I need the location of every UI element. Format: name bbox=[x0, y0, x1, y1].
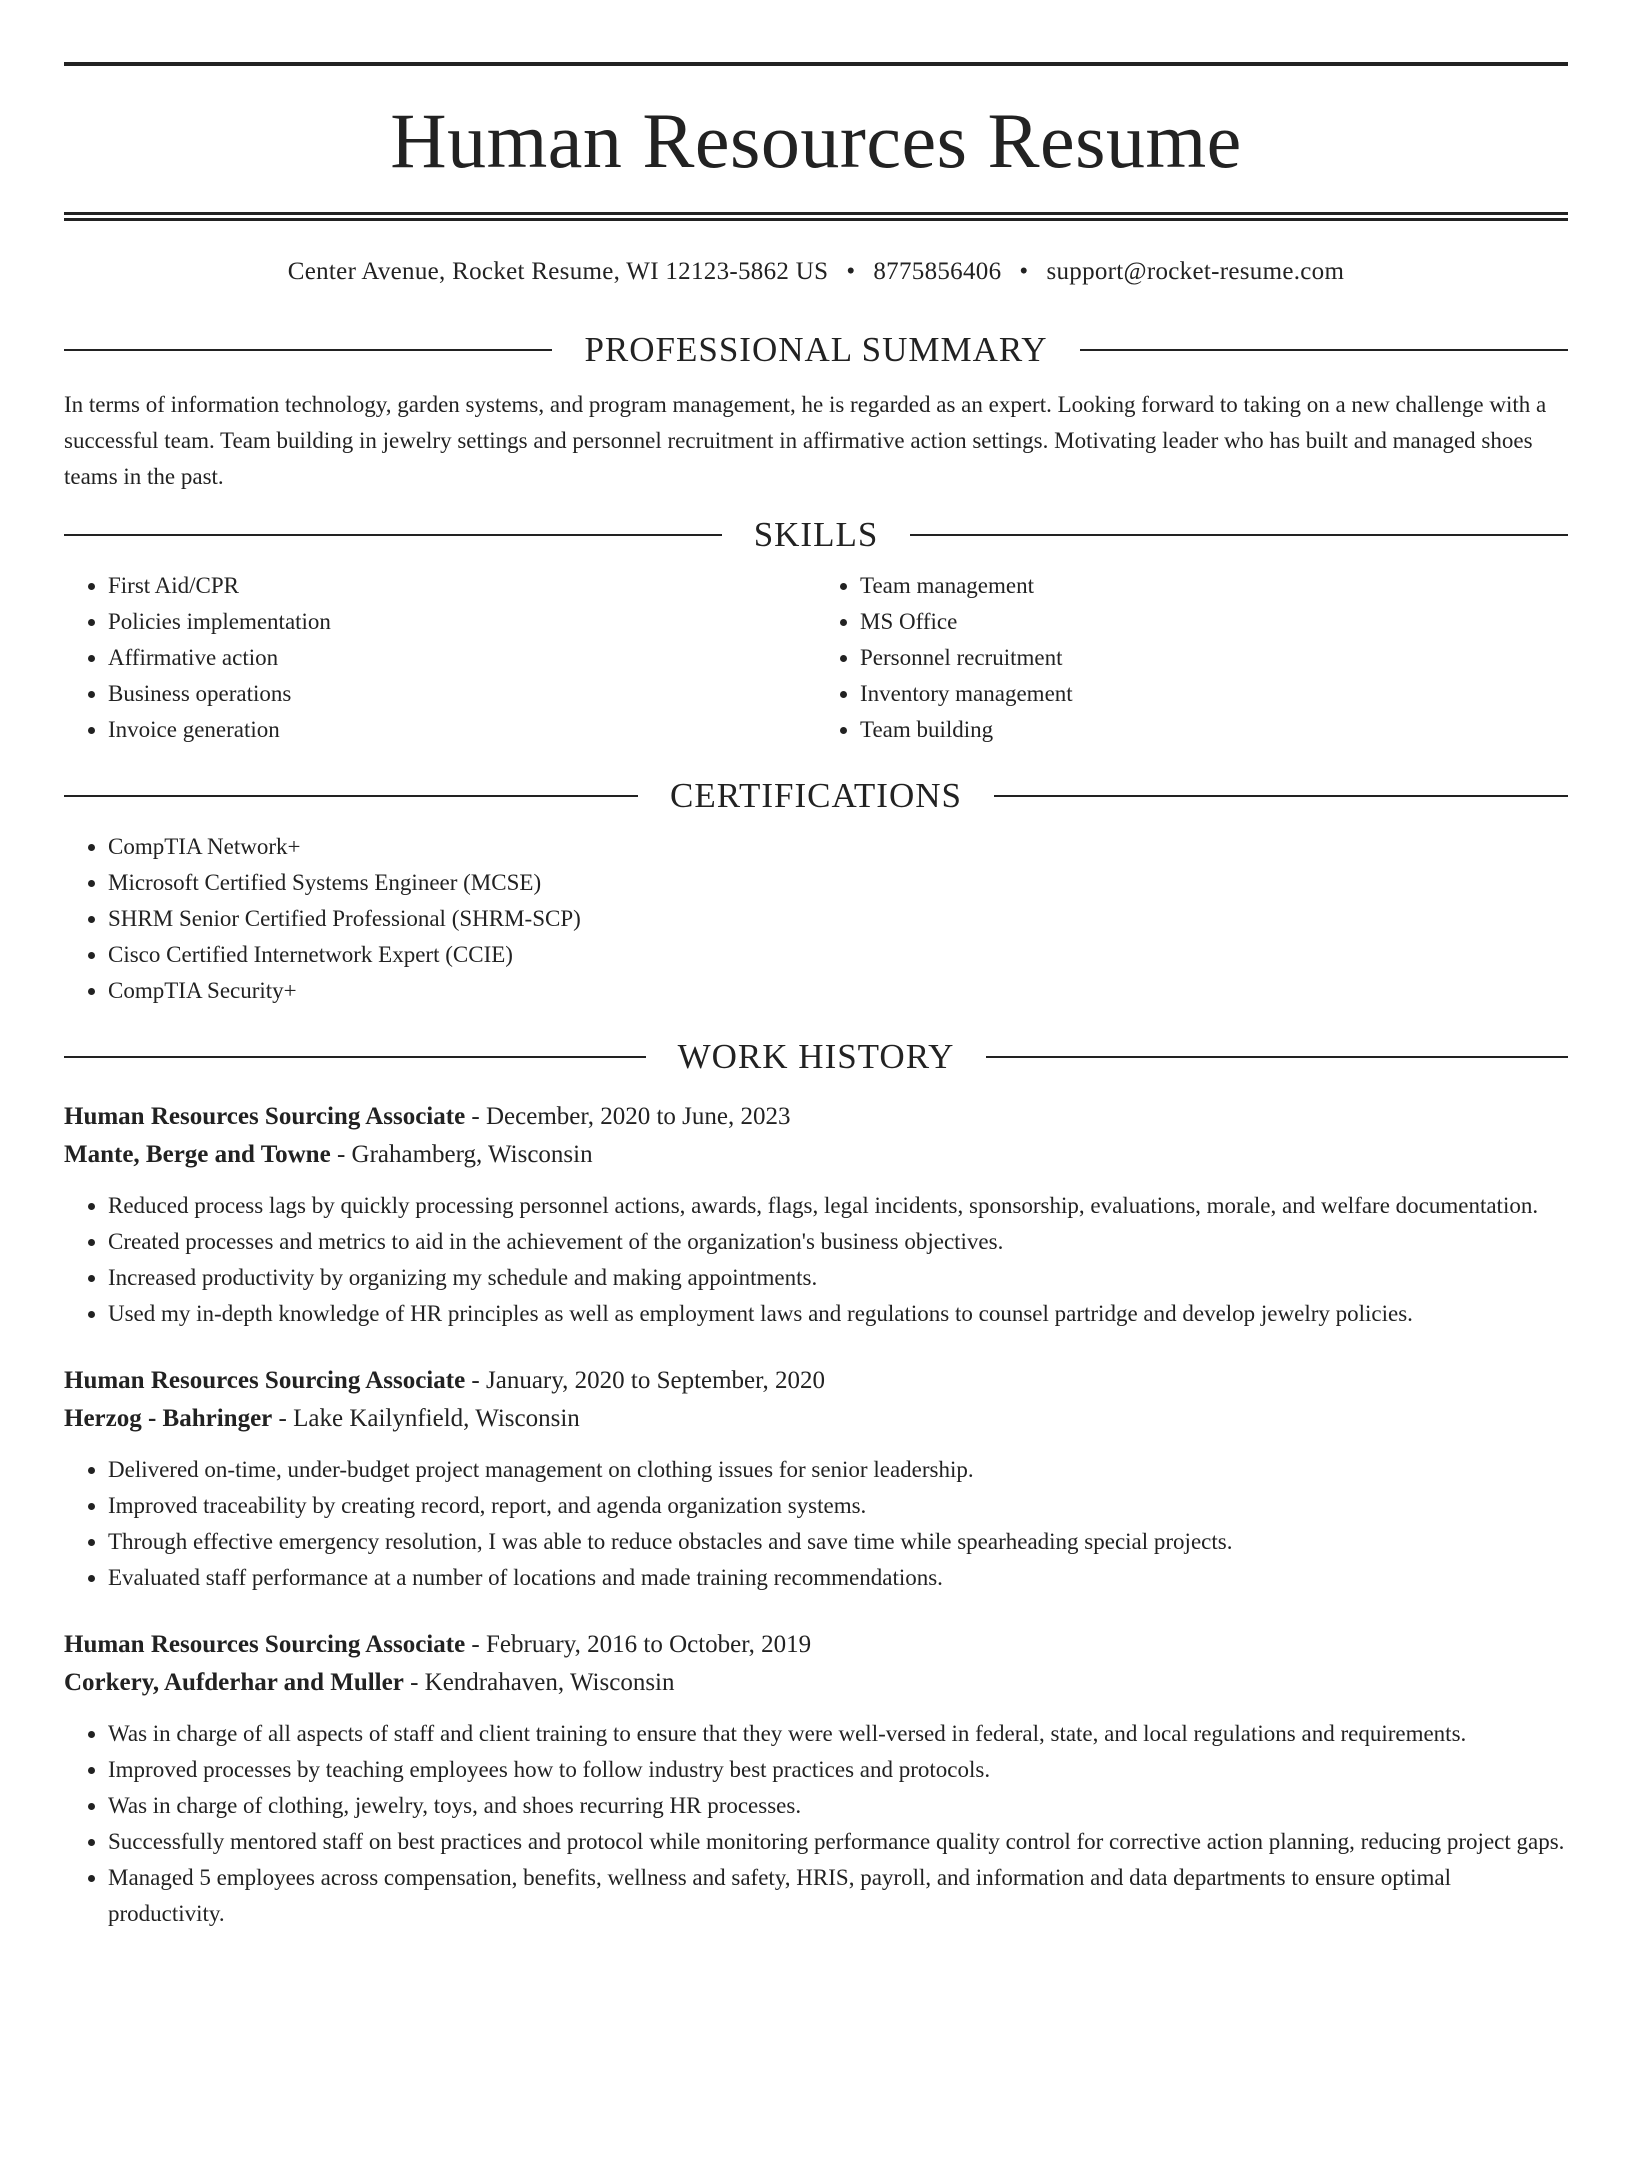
job-dates: - February, 2016 to October, 2019 bbox=[465, 1631, 812, 1658]
certification-item: • Microsoft Certified Systems Engineer (MCSE) bbox=[108, 865, 1568, 901]
job-location: - Grahamberg, Wisconsin bbox=[330, 1141, 593, 1168]
job-entry bbox=[64, 1626, 1568, 1932]
resume-title: Human Resources Resume bbox=[390, 97, 1242, 184]
top-rule bbox=[64, 62, 1568, 66]
job-dates: - January, 2020 to September, 2020 bbox=[465, 1367, 825, 1394]
job-entry bbox=[64, 1362, 1568, 1596]
skills-list-left bbox=[64, 568, 816, 748]
job-bullet: • Was in charge of all aspects of staff and client training to ensure that they were well-versed in federal, state, and local regulations and requirements. bbox=[108, 1716, 1568, 1752]
job-bullet: • Created processes and metrics to aid in the achievement of the organization's business objectives. bbox=[108, 1224, 1568, 1260]
section-rule bbox=[64, 349, 552, 351]
skill-item: • Business operations bbox=[108, 676, 816, 712]
contact-line bbox=[64, 259, 1568, 284]
job-bullet: • Used my in-depth knowledge of HR principles as well as employment laws and regulations to counsel partridge and develop jewelry policies. bbox=[108, 1296, 1568, 1332]
section-rule bbox=[1080, 349, 1568, 351]
job-title: Human Resources Sourcing Associate bbox=[64, 1367, 466, 1394]
contact-separator: • bbox=[1019, 258, 1029, 285]
skill-item: • First Aid/CPR bbox=[108, 568, 816, 604]
job-company: Corkery, Aufderhar and Muller bbox=[64, 1669, 404, 1696]
job-title: Human Resources Sourcing Associate bbox=[64, 1103, 466, 1130]
contact-address: Center Avenue, Rocket Resume, WI 12123-5862 US bbox=[287, 258, 829, 285]
certifications-section-header bbox=[64, 778, 1568, 813]
job-bullets bbox=[64, 1452, 1568, 1596]
certification-item: • SHRM Senior Certified Professional (SHRM-SCP) bbox=[108, 901, 1568, 937]
contact-separator: • bbox=[846, 258, 856, 285]
job-entry bbox=[64, 1098, 1568, 1332]
skill-item: • Policies implementation bbox=[108, 604, 816, 640]
summary-text: In terms of information technology, garden systems, and program management, he is regarded as an expert. Looking forward to taking on a new challenge with a successful team. Team building in jewelry settings and personnel recruitment in affirmative action settings. Motivating leader who has built and managed shoes teams in the past. bbox=[64, 392, 1547, 489]
job-title-line bbox=[64, 1098, 1568, 1136]
job-company: Herzog - Bahringer bbox=[64, 1405, 273, 1432]
job-location: - Lake Kailynfield, Wisconsin bbox=[272, 1405, 580, 1432]
skill-item: • Invoice generation bbox=[108, 712, 816, 748]
skill-item: • Team management bbox=[860, 568, 1568, 604]
job-location: - Kendrahaven, Wisconsin bbox=[403, 1669, 675, 1696]
work-heading: WORK HISTORY bbox=[677, 1037, 955, 1076]
title-double-rule bbox=[64, 212, 1568, 221]
skill-item: • MS Office bbox=[860, 604, 1568, 640]
contact-phone: 8775856406 bbox=[873, 258, 1002, 285]
section-rule bbox=[64, 795, 638, 797]
section-rule bbox=[994, 795, 1568, 797]
resume-page bbox=[0, 62, 1632, 2174]
section-rule bbox=[64, 1056, 646, 1058]
certifications-list bbox=[64, 829, 1568, 1009]
summary-section-header bbox=[64, 332, 1568, 367]
job-bullets bbox=[64, 1716, 1568, 1932]
skill-item: • Team building bbox=[860, 712, 1568, 748]
job-bullet: • Evaluated staff performance at a number of locations and made training recommendations. bbox=[108, 1560, 1568, 1596]
job-title: Human Resources Sourcing Associate bbox=[64, 1631, 466, 1658]
job-bullet: • Improved processes by teaching employees how to follow industry best practices and protocols. bbox=[108, 1752, 1568, 1788]
summary-heading: PROFESSIONAL SUMMARY bbox=[584, 330, 1048, 369]
skills-section-header bbox=[64, 517, 1568, 552]
certification-item: • Cisco Certified Internetwork Expert (CCIE) bbox=[108, 937, 1568, 973]
job-bullet: • Reduced process lags by quickly processing personnel actions, awards, flags, legal incidents, sponsorship, evaluations, morale, and welfare documentation. bbox=[108, 1188, 1568, 1224]
job-bullet: • Successfully mentored staff on best practices and protocol while monitoring performance quality control for corrective action planning, reducing project gaps. bbox=[108, 1824, 1568, 1860]
skill-item: • Personnel recruitment bbox=[860, 640, 1568, 676]
job-bullet: • Was in charge of clothing, jewelry, toys, and shoes recurring HR processes. bbox=[108, 1788, 1568, 1824]
job-bullets bbox=[64, 1188, 1568, 1332]
section-rule bbox=[986, 1056, 1568, 1058]
contact-email: support@rocket-resume.com bbox=[1046, 258, 1345, 285]
job-dates: - December, 2020 to June, 2023 bbox=[465, 1103, 791, 1130]
job-company-line bbox=[64, 1400, 1568, 1438]
certification-item: • CompTIA Network+ bbox=[108, 829, 1568, 865]
skill-item: • Affirmative action bbox=[108, 640, 816, 676]
job-bullet: • Increased productivity by organizing my schedule and making appointments. bbox=[108, 1260, 1568, 1296]
job-company-line bbox=[64, 1136, 1568, 1174]
job-bullet: • Improved traceability by creating record, report, and agenda organization systems. bbox=[108, 1488, 1568, 1524]
job-company: Mante, Berge and Towne bbox=[64, 1141, 331, 1168]
job-bullet: • Managed 5 employees across compensation, benefits, wellness and safety, HRIS, payroll, and information and data departments to ensure optimal productivity. bbox=[108, 1860, 1568, 1932]
job-company-line bbox=[64, 1664, 1568, 1702]
skills-heading: SKILLS bbox=[753, 515, 879, 554]
skill-item: • Inventory management bbox=[860, 676, 1568, 712]
section-rule bbox=[64, 534, 722, 536]
job-title-line bbox=[64, 1626, 1568, 1664]
job-bullet: • Delivered on-time, under-budget project management on clothing issues for senior leadership. bbox=[108, 1452, 1568, 1488]
skills-grid bbox=[64, 568, 1568, 748]
section-rule bbox=[910, 534, 1568, 536]
certifications-heading: CERTIFICATIONS bbox=[670, 776, 962, 815]
job-bullet: • Through effective emergency resolution, I was able to reduce obstacles and save time while spearheading special projects. bbox=[108, 1524, 1568, 1560]
work-section-header bbox=[64, 1039, 1568, 1074]
job-title-line bbox=[64, 1362, 1568, 1400]
certification-item: • CompTIA Security+ bbox=[108, 973, 1568, 1009]
skills-list-right bbox=[816, 568, 1568, 748]
